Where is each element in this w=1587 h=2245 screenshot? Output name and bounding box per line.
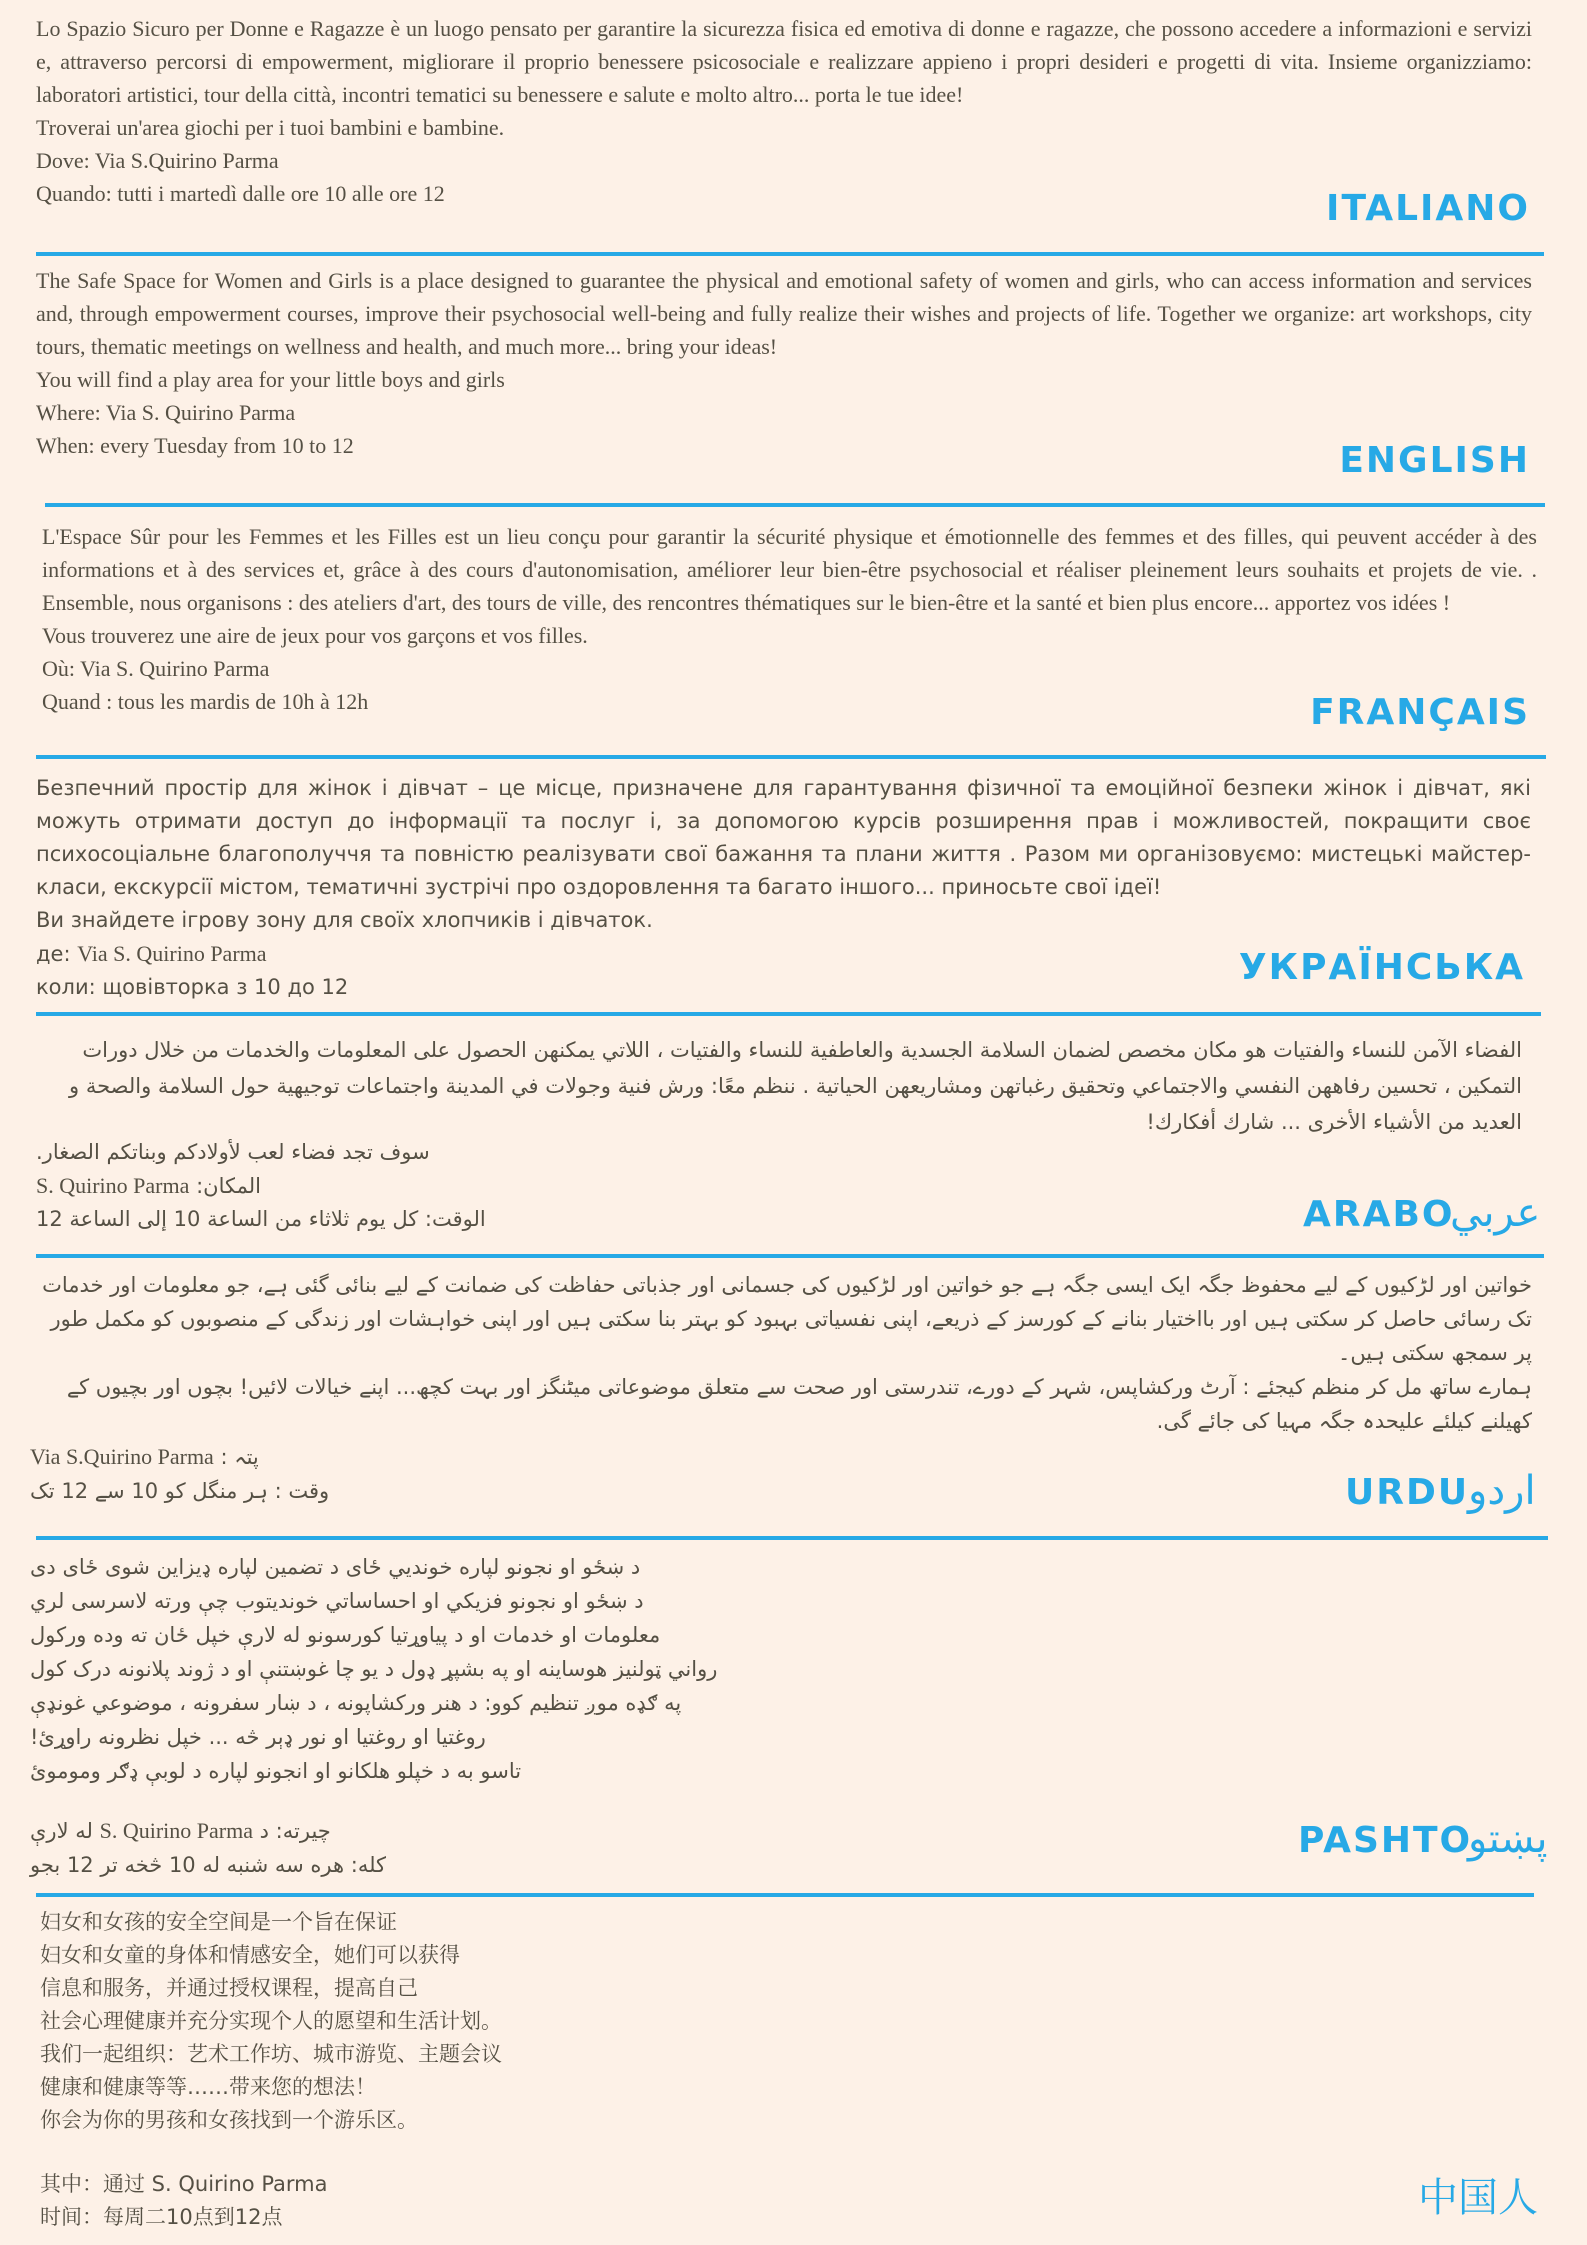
arabic-language-label: ARABO — [1303, 1194, 1455, 1235]
italiano-where: Dove: Via S.Quirino Parma — [36, 148, 279, 173]
arabic-description: الفضاء الآمن للنساء والفتيات هو مكان مخصص لضمان السلامة الجسدية والعاطفية للنساء والفتيات ، اللاتي يمكنهن الحصول على المعلومات والخدمات من خلال دورات التمكين ، تحسين رفاههن النفسي والاجتماعي وتحقيق رغباتهن ومشاريعهن الحياتية . ننظم معًا: ورش فنية وجولات في المدينة واجتماعات توجيهية حول السلامة والصحة و العديد من الأشياء الأخرى ... شارك أفكارك! — [69, 1038, 1522, 1134]
italiano-language-label: ITALIANO — [1326, 188, 1530, 229]
arabic-where-value: S. Quirino Parma — [36, 1173, 190, 1198]
english-description: The Safe Space for Women and Girls is a place designed to guarantee the physical and emotional safety of women and girls, who can access information and services and, through empowerment courses, improve their psychosocial well-being and fully realize their wishes and projects of life. Together we organize: art workshops, city tours, thematic meetings on wellness and health, and much more... bring your ideas! — [36, 268, 1532, 359]
arabic-divider — [36, 1254, 1544, 1258]
urdu-when: وقت : ہر منگل کو 10 سے 12 تک — [30, 1479, 330, 1503]
english-language-label: ENGLISH — [1339, 440, 1530, 481]
chinese-when: 时间：每周二10点到12点 — [40, 2205, 283, 2229]
chinese-line-6: 健康和健康等等……带来您的想法！ — [40, 2075, 376, 2099]
francais-when: Quand : tous les mardis de 10h à 12h — [42, 689, 369, 714]
english-play-area: You will find a play area for your little boys and girls — [36, 367, 505, 392]
english-text — [36, 264, 1532, 462]
chinese-line-1: 妇女和女孩的安全空间是一个旨在保证 — [40, 1910, 397, 1934]
urdu-text — [30, 1268, 1532, 1438]
pashto-text — [30, 1550, 750, 1788]
francais-divider — [36, 755, 1546, 759]
pashto-line-5: په ګډه موږ تنظيم کوو: د هنر ورکشاپونه ، د ښار سفرونه ، موضوعي غونډې — [30, 1691, 682, 1715]
urdu-organize: ہمارے ساتھ مل کر منظم کیجئے : آرٹ ورکشاپس، شہر کے دورے، تندرستی اور صحت سے متعلق موضوعاتی میٹنگز اور بہت کچھ... اپنے خیالات لائیں! بچوں اور بچیوں کے کھیلنے کیلئے علیحدہ جگہ مہیا کی جائے گی. — [66, 1375, 1532, 1433]
urdu-where-label: پتہ : — [220, 1445, 259, 1469]
pashto-line-2: د ښځو او نجونو فزيکي او احساساتي خونديتوب چې ورته لاسرسی لري — [30, 1589, 644, 1613]
arabic-native-label: عربي — [1450, 1190, 1541, 1236]
arabic-where — [36, 1169, 676, 1203]
urdu-details — [30, 1440, 550, 1508]
chinese-text — [40, 1906, 760, 2137]
ukrainian-divider — [36, 1012, 1541, 1016]
francais-description: L'Espace Sûr pour les Femmes et les Filles est un lieu conçu pour garantir la sécurité physique et émotionnelle des femmes et des filles, qui peuvent accéder à des informations et à des services et, grâce à des cours d'autonomisation, améliorer leur bien-être psychosocial et réaliser pleinement leurs souhaits et projets de vie. . Ensemble, nous organisons : des ateliers d'art, des tours de ville, des rencontres thématiques sur le bien-être et la santé et bien plus encore... apportez vos idées ! — [42, 524, 1537, 615]
ukrainian-play-area: Ви знайдете ігрову зону для своїх хлопчиків і дівчаток. — [36, 908, 653, 932]
italiano-when: Quando: tutti i martedì dalle ore 10 alle ore 12 — [36, 181, 445, 206]
italiano-text — [36, 12, 1532, 210]
pashto-when: کله: هره سه شنبه له 10 څخه تر 12 بجو — [30, 1853, 387, 1877]
pashto-language-label: PASHTO — [1298, 1820, 1473, 1861]
chinese-where: 其中：通过 S. Quirino Parma — [40, 2172, 328, 2196]
pashto-line-1: د ښځو او نجونو لپاره خونديي ځای د تضمين لپاره ډيزاين شوی ځای دی — [30, 1555, 641, 1579]
francais-text — [42, 520, 1537, 718]
pashto-line-3: معلومات او خدمات او د پياوړتيا کورسونو له لارې خپل ځان ته وده ورکول — [30, 1623, 661, 1647]
english-divider — [45, 503, 1545, 507]
pashto-native-label: پښتو — [1468, 1816, 1548, 1862]
urdu-native-label: اردو — [1468, 1468, 1536, 1514]
english-when: When: every Tuesday from 10 to 12 — [36, 433, 354, 458]
arabic-when: الوقت: كل يوم ثلاثاء من الساعة 10 إلى الساعة 12 — [36, 1207, 486, 1231]
arabic-details — [36, 1136, 676, 1236]
chinese-details — [40, 2168, 640, 2234]
pashto-line-7: تاسو به د خپلو هلکانو او انجونو لپاره د لوبې ډګر وموموئ — [30, 1759, 522, 1783]
ukrainian-description: Безпечний простір для жінок і дівчат – це місце, призначене для гарантування фізичної та емоційної безпеки жінок і дівчат, які можуть отримати доступ до інформації та послуг і, за допомогою курсів розширення прав і можливостей, покращити своє психосоціальне благополуччя та повністю реалізувати свої бажання та плани життя . Разом ми організовуємо: мистецькі майстер-класи, екскурсії містом, тематичні зустрічі про оздоровлення та багато іншого... приносьте свої ідеї! — [36, 776, 1531, 899]
chinese-native-label: 中国人 — [1418, 2175, 1538, 2221]
francais-where: Où: Via S. Quirino Parma — [42, 656, 270, 681]
arabic-text — [36, 1032, 1522, 1152]
chinese-line-7: 你会为你的男孩和女孩找到一个游乐区。 — [40, 2108, 418, 2132]
arabic-where-label: المكان: — [196, 1174, 261, 1198]
pashto-details — [30, 1814, 550, 1882]
pashto-where-suffix: له لارې — [30, 1819, 93, 1843]
francais-language-label: FRANÇAIS — [1310, 692, 1530, 733]
pashto-divider — [36, 1893, 1534, 1897]
arabic-play-area: سوف تجد فضاء لعب لأولادكم وبناتكم الصغار. — [36, 1140, 430, 1164]
italiano-divider — [36, 252, 1544, 256]
pashto-line-4: رواني ټولنيز هوساينه او په بشپړ ډول د يو چا غوښتنې او د ژوند پلانونه درک کول — [30, 1657, 718, 1681]
chinese-line-3: 信息和服务，并通过授权课程，提高自己 — [40, 1976, 418, 2000]
pashto-where-prefix: چيرته: د — [259, 1819, 331, 1843]
italiano-play-area: Troverai un'area giochi per i tuoi bambini e bambine. — [36, 115, 505, 140]
francais-play-area: Vous trouverez une aire de jeux pour vos garçons et vos filles. — [42, 623, 588, 648]
urdu-where — [30, 1440, 550, 1474]
ukrainian-where-value: Via S. Quirino Parma — [77, 941, 267, 966]
chinese-line-5: 我们一起组织：艺术工作坊、城市游览、主题会议 — [40, 2042, 502, 2066]
italiano-description: Lo Spazio Sicuro per Donne e Ragazze è un luogo pensato per garantire la sicurezza fisica ed emotiva di donne e ragazze, che possono accedere a informazioni e servizi e, attraverso percorsi di empowerment, migliorare il proprio benessere psicosociale e realizzare appieno i propri desideri e progetti di vita. Insieme organizziamo: laboratori artistici, tour della città, incontri tematici su benessere e salute e molto altro... porta le tue idee! — [36, 16, 1532, 107]
pashto-where-value: S. Quirino Parma — [99, 1818, 253, 1843]
urdu-language-label: URDU — [1345, 1472, 1470, 1513]
urdu-description: خواتین اور لڑکیوں کے لیے محفوظ جگہ ایک ایسی جگہ ہے جو خواتین اور لڑکیوں کی جسمانی اور جذباتی حفاظت کی ضمانت کے لیے بنائی گئی ہے، جو معلومات اور خدمات تک رسائی حاصل کر سکتی ہیں اور بااختیار بنانے کے کورسز کے ذریعے، اپنی نفسیاتی بہبود کو بہتر بنا سکتی ہیں اور اپنی خواہشات اور زندگی کے منصوبوں کو مکمل طور پر سمجھ سکتی ہیں۔ — [42, 1273, 1532, 1365]
urdu-divider — [36, 1536, 1548, 1540]
ukrainian-language-label: УКРАЇНСЬКА — [1238, 947, 1525, 988]
pashto-where — [30, 1814, 550, 1848]
urdu-where-value: Via S.Quirino Parma — [30, 1444, 214, 1469]
english-where: Where: Via S. Quirino Parma — [36, 400, 296, 425]
chinese-line-4: 社会心理健康并充分实现个人的愿望和生活计划。 — [40, 2009, 502, 2033]
ukrainian-when: коли: щовівторка з 10 до 12 — [36, 975, 349, 999]
pashto-line-6: روغتيا او روغتيا او نور ډېر څه ... خپل نظرونه راوړئ! — [30, 1725, 486, 1749]
ukrainian-where-label: де: — [36, 942, 71, 966]
chinese-line-2: 妇女和女童的身体和情感安全，她们可以获得 — [40, 1943, 460, 1967]
